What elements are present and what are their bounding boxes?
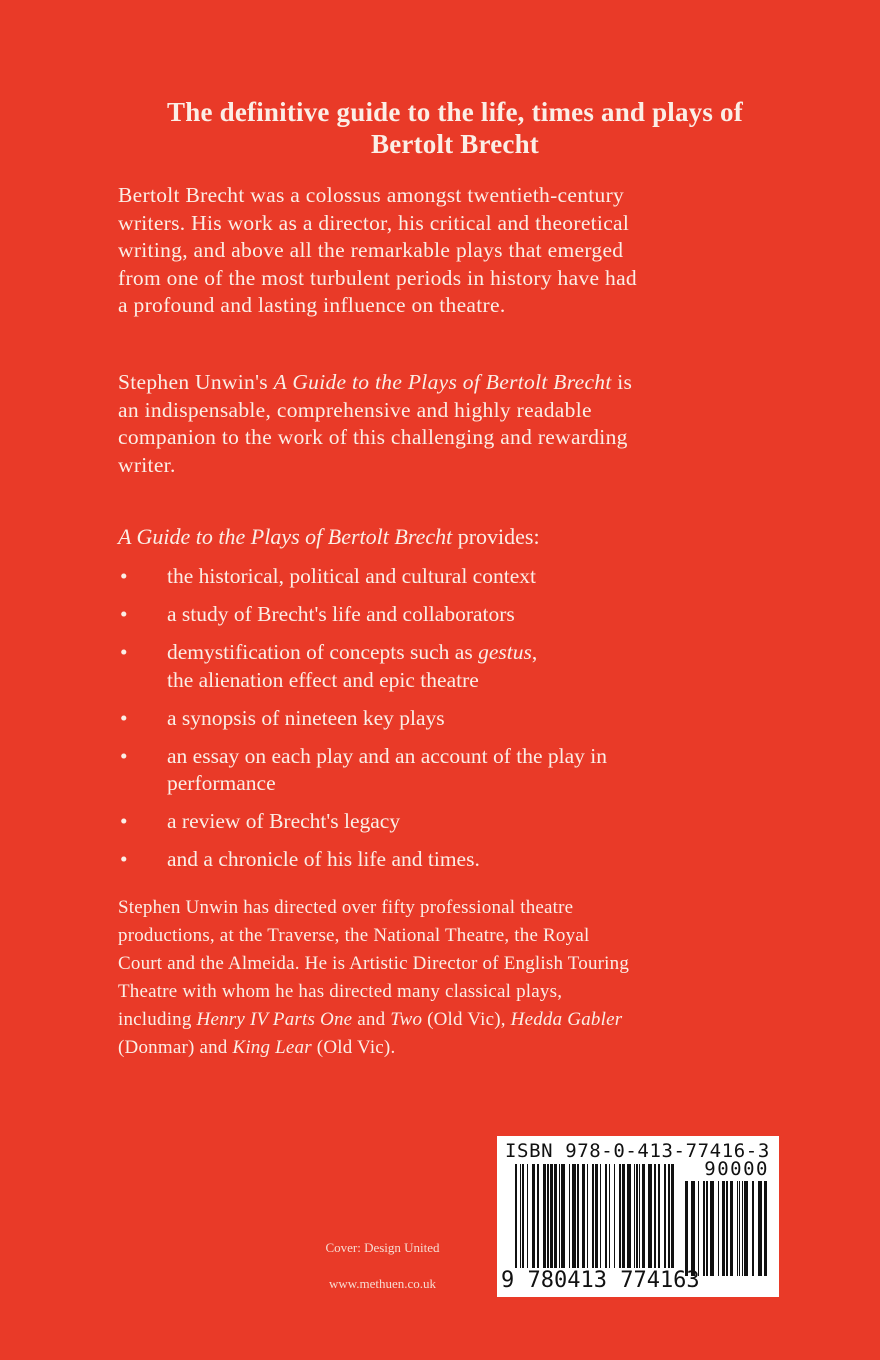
barcode-bar bbox=[520, 1164, 521, 1268]
barcode-bar bbox=[600, 1164, 601, 1268]
barcode-bar bbox=[547, 1164, 549, 1268]
text-line bbox=[118, 292, 637, 320]
text-segment: companion to the work of this challenging and rewarding bbox=[118, 425, 628, 449]
text-segment: and a chronicle of his life and times. bbox=[167, 847, 480, 871]
list-lead bbox=[118, 524, 540, 550]
heading-line: Bertolt Brecht bbox=[371, 129, 539, 159]
barcode-digits: 9 780413 774163 bbox=[501, 1268, 700, 1293]
barcode-bar bbox=[658, 1164, 660, 1268]
text-segment: a review of Brecht's legacy bbox=[167, 809, 401, 833]
barcode-bar bbox=[710, 1181, 714, 1276]
text-line bbox=[118, 210, 637, 238]
list-item bbox=[118, 743, 607, 798]
barcode-bar bbox=[527, 1164, 528, 1268]
italic-title: Henry IV Parts One bbox=[196, 1009, 353, 1030]
barcode-bar bbox=[592, 1164, 594, 1268]
barcode-bar bbox=[543, 1164, 546, 1268]
italic-title: Hedda Gabler bbox=[510, 1009, 623, 1030]
list-item-line bbox=[167, 705, 607, 733]
text-line bbox=[118, 397, 632, 425]
barcode-bar bbox=[622, 1164, 625, 1268]
text-segment: is bbox=[611, 370, 633, 394]
text-line bbox=[118, 237, 637, 265]
italic-title: Two bbox=[390, 1009, 423, 1030]
barcode-bar bbox=[522, 1164, 524, 1268]
barcode-bar bbox=[515, 1164, 517, 1268]
bullet-icon: • bbox=[120, 847, 128, 871]
text-segment: from one of the most turbulent periods in history have had bbox=[118, 265, 637, 290]
barcode-bar bbox=[722, 1181, 725, 1276]
list-item-line bbox=[167, 601, 607, 629]
barcode-bar bbox=[691, 1181, 695, 1276]
text-segment: Court and the Almeida. He is Artistic Director of English Touring bbox=[118, 953, 630, 974]
text-segment: a study of Brecht's life and collaborators bbox=[167, 602, 515, 626]
text-segment: writing, and above all the remarkable plays that emerged bbox=[118, 238, 624, 262]
text-segment: Stephen Unwin has directed over fifty professional theatre bbox=[118, 897, 574, 918]
text-segment: productions, at the Traverse, the National Theatre, the Royal bbox=[118, 925, 590, 946]
barcode-bar bbox=[648, 1164, 652, 1268]
feature-list bbox=[118, 563, 607, 884]
text-line bbox=[118, 265, 637, 293]
isbn-number: ISBN 978-0-413-77416-3 bbox=[505, 1140, 770, 1162]
text-segment: the alienation effect and epic theatre bbox=[167, 667, 479, 692]
website: www.methuen.co.uk bbox=[328, 1276, 437, 1291]
isbn-barcode bbox=[497, 1136, 779, 1297]
barcode-bar bbox=[582, 1164, 585, 1268]
barcode-bar bbox=[668, 1164, 670, 1268]
barcode-bar bbox=[532, 1164, 535, 1268]
barcode-bar bbox=[634, 1164, 635, 1268]
list-item bbox=[118, 846, 607, 874]
text-line bbox=[118, 894, 629, 922]
barcode-bar bbox=[764, 1181, 767, 1276]
text-segment: writers. His work as a director, his critical and theoretical bbox=[118, 210, 630, 235]
list-item bbox=[118, 563, 607, 591]
text-segment: an essay on each play and an account of the play in bbox=[167, 743, 607, 768]
text-line bbox=[118, 1034, 629, 1062]
barcode-bar bbox=[619, 1164, 621, 1268]
list-item bbox=[118, 601, 607, 629]
text-segment: (Donmar) and bbox=[118, 1037, 233, 1058]
text-segment: provides: bbox=[452, 524, 540, 549]
barcode-bar bbox=[595, 1164, 598, 1268]
barcode-bar bbox=[609, 1164, 610, 1268]
barcode-bar bbox=[559, 1164, 560, 1268]
text-segment: a synopsis of nineteen key plays bbox=[167, 705, 445, 730]
barcode-bar bbox=[605, 1164, 607, 1268]
text-segment: writer. bbox=[118, 452, 176, 477]
barcode-bar bbox=[758, 1181, 762, 1276]
barcode-bar bbox=[614, 1164, 615, 1268]
text-segment: Theatre with whom he has directed many classical plays, bbox=[118, 981, 563, 1002]
author-bio bbox=[118, 894, 629, 1062]
text-segment: , bbox=[531, 640, 538, 664]
list-item-line bbox=[167, 667, 607, 695]
barcode-bar bbox=[726, 1181, 728, 1276]
barcode-bar bbox=[554, 1164, 557, 1268]
italic-title: King Lear bbox=[232, 1037, 312, 1058]
barcode-bar bbox=[654, 1164, 656, 1268]
barcode-bar bbox=[744, 1181, 748, 1276]
list-item bbox=[118, 808, 607, 836]
barcode-bar bbox=[550, 1164, 553, 1268]
text-segment: Stephen Unwin's bbox=[118, 370, 274, 394]
text-segment: demystification of concepts such as bbox=[167, 640, 479, 664]
text-segment: an indispensable, comprehensive and highly readable bbox=[118, 397, 592, 422]
text-line bbox=[118, 452, 632, 480]
addon-bars bbox=[685, 1181, 769, 1276]
barcode-bar bbox=[561, 1164, 565, 1268]
text-segment: including bbox=[118, 1009, 197, 1030]
barcode-bar bbox=[752, 1181, 754, 1276]
barcode-bar bbox=[577, 1164, 579, 1268]
barcode-bar bbox=[698, 1181, 699, 1276]
barcode-bar bbox=[569, 1164, 570, 1268]
barcode-bar bbox=[642, 1164, 645, 1268]
barcode-bar bbox=[739, 1181, 740, 1276]
bullet-icon: • bbox=[120, 705, 128, 730]
barcode-bar bbox=[685, 1181, 688, 1276]
text-segment: the historical, political and cultural context bbox=[167, 564, 536, 588]
italic-title: A Guide to the Plays of Bertolt Brecht bbox=[273, 370, 612, 394]
guide-paragraph bbox=[118, 369, 632, 479]
text-segment: performance bbox=[167, 771, 276, 795]
bullet-icon: • bbox=[120, 564, 128, 588]
italic-title: gestus bbox=[478, 640, 532, 664]
barcode-bar bbox=[742, 1181, 743, 1276]
text-segment: (Old Vic), bbox=[422, 1009, 511, 1030]
barcode-bar bbox=[718, 1181, 719, 1276]
text-segment: a profound and lasting influence on theatre. bbox=[118, 293, 506, 317]
list-item-line bbox=[167, 563, 607, 591]
heading-line: The definitive guide to the life, times and plays of bbox=[167, 97, 743, 127]
intro-paragraph bbox=[118, 182, 637, 320]
list-item-line bbox=[167, 639, 607, 667]
barcode-bar bbox=[706, 1181, 708, 1276]
text-line bbox=[118, 922, 629, 950]
barcode-bar bbox=[636, 1164, 638, 1268]
barcode-bar bbox=[587, 1164, 588, 1268]
barcode-bar bbox=[664, 1164, 666, 1268]
text-line bbox=[118, 1006, 629, 1034]
list-item-line bbox=[167, 846, 607, 874]
bullet-icon: • bbox=[120, 640, 128, 664]
barcode-bar bbox=[703, 1181, 705, 1276]
price-addon: 90000 bbox=[704, 1158, 769, 1180]
barcode-bar bbox=[671, 1164, 674, 1268]
text-segment: Bertolt Brecht was a colossus amongst twentieth-century bbox=[118, 183, 625, 207]
list-item bbox=[118, 705, 607, 733]
text-line bbox=[118, 950, 629, 978]
text-line bbox=[118, 424, 632, 452]
cover-credit: Cover: Design United bbox=[325, 1240, 440, 1255]
bullet-icon: • bbox=[120, 743, 128, 768]
italic-title: A Guide to the Plays of Bertolt Brecht bbox=[118, 524, 453, 549]
text-segment: (Old Vic). bbox=[311, 1037, 396, 1058]
text-segment: and bbox=[352, 1009, 391, 1030]
list-item-line bbox=[167, 770, 607, 798]
list-item-line bbox=[167, 743, 607, 771]
text-line bbox=[118, 182, 637, 210]
cover-heading bbox=[0, 96, 880, 160]
barcode-bar bbox=[627, 1164, 631, 1268]
text-line bbox=[118, 978, 629, 1006]
text-line bbox=[118, 369, 632, 397]
bullet-icon: • bbox=[120, 602, 128, 626]
barcode-bar bbox=[730, 1181, 733, 1276]
list-item-line bbox=[167, 808, 607, 836]
list-item bbox=[118, 639, 607, 694]
barcode-bar bbox=[737, 1181, 738, 1276]
barcode-bar bbox=[537, 1164, 539, 1268]
barcode-bar bbox=[572, 1164, 576, 1268]
barcode-bar bbox=[639, 1164, 640, 1268]
bullet-icon: • bbox=[120, 809, 128, 833]
